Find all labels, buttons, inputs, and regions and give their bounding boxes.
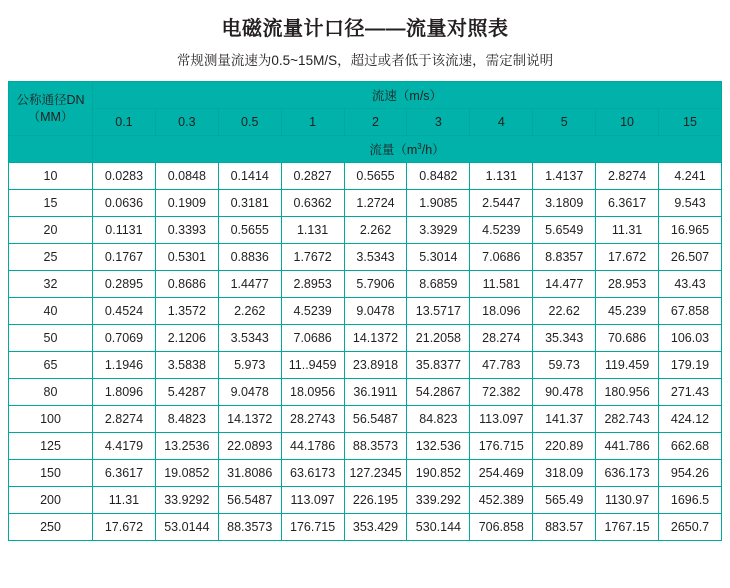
cell-flow: 47.783 (470, 352, 533, 379)
cell-flow: 3.5343 (344, 244, 407, 271)
cell-flow: 0.0848 (155, 163, 218, 190)
cell-dn: 15 (9, 190, 93, 217)
cell-flow: 0.5655 (344, 163, 407, 190)
header-flow (93, 136, 722, 163)
cell-flow: 0.6362 (281, 190, 344, 217)
cell-flow: 119.459 (596, 352, 659, 379)
header-velocity-1: 0.3 (155, 109, 218, 136)
cell-flow: 662.68 (659, 433, 722, 460)
table-row (9, 352, 722, 379)
header-dn-line1: 公称通径DN (16, 92, 85, 107)
cell-flow: 7.0686 (470, 244, 533, 271)
cell-flow: 1130.97 (596, 487, 659, 514)
cell-flow: 88.3573 (344, 433, 407, 460)
table-row (9, 325, 722, 352)
cell-flow: 0.1767 (93, 244, 156, 271)
flow-comparison-table (8, 81, 722, 541)
cell-flow: 339.292 (407, 487, 470, 514)
cell-flow: 1.2724 (344, 190, 407, 217)
cell-dn: 100 (9, 406, 93, 433)
cell-flow: 132.536 (407, 433, 470, 460)
cell-flow: 254.469 (470, 460, 533, 487)
table-row (9, 487, 722, 514)
cell-flow: 441.786 (596, 433, 659, 460)
header-dn-corner (9, 82, 93, 136)
cell-flow: 1.9085 (407, 190, 470, 217)
cell-flow: 2.8274 (596, 163, 659, 190)
cell-dn: 200 (9, 487, 93, 514)
cell-flow: 0.1909 (155, 190, 218, 217)
cell-flow: 14.1372 (344, 325, 407, 352)
cell-flow: 4.241 (659, 163, 722, 190)
cell-dn: 10 (9, 163, 93, 190)
cell-flow: 176.715 (281, 514, 344, 541)
cell-flow: 9.543 (659, 190, 722, 217)
cell-flow: 226.195 (344, 487, 407, 514)
cell-flow: 0.8686 (155, 271, 218, 298)
cell-flow: 11.581 (470, 271, 533, 298)
cell-flow: 2.262 (344, 217, 407, 244)
cell-flow: 9.0478 (344, 298, 407, 325)
cell-flow: 636.173 (596, 460, 659, 487)
cell-flow: 5.4287 (155, 379, 218, 406)
cell-flow: 1.7672 (281, 244, 344, 271)
cell-flow: 28.274 (470, 325, 533, 352)
cell-flow: 31.8086 (218, 460, 281, 487)
header-flow-prefix: 流量（m (369, 143, 418, 157)
cell-flow: 5.973 (218, 352, 281, 379)
cell-flow: 4.5239 (281, 298, 344, 325)
cell-flow: 113.097 (470, 406, 533, 433)
cell-flow: 2.8274 (93, 406, 156, 433)
cell-flow: 36.1911 (344, 379, 407, 406)
cell-flow: 190.852 (407, 460, 470, 487)
cell-flow: 0.0636 (93, 190, 156, 217)
cell-flow: 0.3393 (155, 217, 218, 244)
cell-flow: 67.858 (659, 298, 722, 325)
cell-flow: 8.4823 (155, 406, 218, 433)
cell-flow: 2650.7 (659, 514, 722, 541)
cell-flow: 72.382 (470, 379, 533, 406)
cell-flow: 19.0852 (155, 460, 218, 487)
cell-flow: 0.4524 (93, 298, 156, 325)
cell-flow: 43.43 (659, 271, 722, 298)
page-subtitle: 常规测量流速为0.5~15M/S，超过或者低于该流速，需定制说明 (176, 53, 554, 68)
header-velocity-7: 5 (533, 109, 596, 136)
header-velocity-4: 2 (344, 109, 407, 136)
cell-dn: 20 (9, 217, 93, 244)
cell-flow: 13.2536 (155, 433, 218, 460)
cell-flow: 1.3572 (155, 298, 218, 325)
cell-flow: 318.09 (533, 460, 596, 487)
cell-flow: 18.0956 (281, 379, 344, 406)
cell-flow: 9.0478 (218, 379, 281, 406)
cell-dn: 40 (9, 298, 93, 325)
cell-flow: 353.429 (344, 514, 407, 541)
cell-flow: 45.239 (596, 298, 659, 325)
cell-flow: 113.097 (281, 487, 344, 514)
table-row (9, 190, 722, 217)
cell-flow: 0.1414 (218, 163, 281, 190)
header-flow-blank (9, 136, 93, 163)
cell-flow: 180.956 (596, 379, 659, 406)
cell-flow: 127.2345 (344, 460, 407, 487)
cell-flow: 11.31 (596, 217, 659, 244)
cell-flow: 4.4179 (93, 433, 156, 460)
cell-dn: 65 (9, 352, 93, 379)
table-header-row-1 (9, 82, 722, 109)
table-row (9, 379, 722, 406)
cell-flow: 1.4477 (218, 271, 281, 298)
header-velocity-0: 0.1 (93, 109, 156, 136)
header-velocity-5: 3 (407, 109, 470, 136)
table-row (9, 298, 722, 325)
cell-flow: 954.26 (659, 460, 722, 487)
table-row (9, 514, 722, 541)
cell-flow: 3.1809 (533, 190, 596, 217)
cell-flow: 282.743 (596, 406, 659, 433)
cell-flow: 28.2743 (281, 406, 344, 433)
cell-flow: 565.49 (533, 487, 596, 514)
cell-flow: 0.5655 (218, 217, 281, 244)
cell-flow: 84.823 (407, 406, 470, 433)
table-header-row-2 (9, 109, 722, 136)
cell-flow: 7.0686 (281, 325, 344, 352)
header-velocity-2: 0.5 (218, 109, 281, 136)
cell-flow: 6.3617 (596, 190, 659, 217)
cell-flow: 1767.15 (596, 514, 659, 541)
cell-flow: 141.37 (533, 406, 596, 433)
cell-flow: 0.8482 (407, 163, 470, 190)
cell-flow: 35.343 (533, 325, 596, 352)
cell-flow: 8.6859 (407, 271, 470, 298)
header-velocity-8: 10 (596, 109, 659, 136)
cell-flow: 0.2895 (93, 271, 156, 298)
header-dn-line2: （MM） (27, 109, 74, 124)
cell-flow: 0.7069 (93, 325, 156, 352)
cell-flow: 5.6549 (533, 217, 596, 244)
cell-flow: 0.3181 (218, 190, 281, 217)
cell-flow: 1.131 (470, 163, 533, 190)
cell-flow: 1696.5 (659, 487, 722, 514)
cell-flow: 22.62 (533, 298, 596, 325)
cell-flow: 0.8836 (218, 244, 281, 271)
table-row (9, 271, 722, 298)
cell-flow: 88.3573 (218, 514, 281, 541)
cell-flow: 1.1946 (93, 352, 156, 379)
cell-flow: 90.478 (533, 379, 596, 406)
cell-flow: 5.7906 (344, 271, 407, 298)
cell-flow: 2.8953 (281, 271, 344, 298)
cell-flow: 35.8377 (407, 352, 470, 379)
header-flow-sup: 3 (417, 141, 422, 151)
cell-flow: 13.5717 (407, 298, 470, 325)
cell-flow: 59.73 (533, 352, 596, 379)
table-row (9, 433, 722, 460)
cell-dn: 250 (9, 514, 93, 541)
cell-flow: 17.672 (596, 244, 659, 271)
cell-flow: 23.8918 (344, 352, 407, 379)
cell-flow: 706.858 (470, 514, 533, 541)
page-title: 电磁流量计口径——流量对照表 (221, 18, 509, 40)
cell-flow: 1.8096 (93, 379, 156, 406)
cell-flow: 424.12 (659, 406, 722, 433)
table-row (9, 217, 722, 244)
cell-flow: 1.4137 (533, 163, 596, 190)
cell-dn: 80 (9, 379, 93, 406)
cell-flow: 883.57 (533, 514, 596, 541)
cell-flow: 2.1206 (155, 325, 218, 352)
cell-flow: 6.3617 (93, 460, 156, 487)
cell-flow: 271.43 (659, 379, 722, 406)
cell-flow: 14.477 (533, 271, 596, 298)
cell-dn: 125 (9, 433, 93, 460)
cell-flow: 452.389 (470, 487, 533, 514)
cell-flow: 22.0893 (218, 433, 281, 460)
cell-flow: 11..9459 (281, 352, 344, 379)
cell-flow: 26.507 (659, 244, 722, 271)
cell-flow: 56.5487 (344, 406, 407, 433)
cell-flow: 14.1372 (218, 406, 281, 433)
cell-flow: 5.3014 (407, 244, 470, 271)
cell-flow: 0.5301 (155, 244, 218, 271)
cell-flow: 179.19 (659, 352, 722, 379)
cell-flow: 44.1786 (281, 433, 344, 460)
cell-flow: 4.5239 (470, 217, 533, 244)
table-header-row-3 (9, 136, 722, 163)
cell-flow: 33.9292 (155, 487, 218, 514)
header-velocity-9: 15 (659, 109, 722, 136)
header-velocity-6: 4 (470, 109, 533, 136)
cell-flow: 176.715 (470, 433, 533, 460)
cell-flow: 17.672 (93, 514, 156, 541)
header-flow-suffix: /h） (421, 143, 445, 157)
cell-flow: 2.5447 (470, 190, 533, 217)
cell-flow: 56.5487 (218, 487, 281, 514)
table-row (9, 163, 722, 190)
cell-flow: 3.5343 (218, 325, 281, 352)
cell-flow: 220.89 (533, 433, 596, 460)
cell-flow: 0.0283 (93, 163, 156, 190)
cell-flow: 16.965 (659, 217, 722, 244)
header-velocity: 流速（m/s） (93, 82, 722, 109)
cell-flow: 11.31 (93, 487, 156, 514)
table-row (9, 244, 722, 271)
cell-flow: 3.5838 (155, 352, 218, 379)
cell-flow: 530.144 (407, 514, 470, 541)
cell-flow: 0.1131 (93, 217, 156, 244)
cell-flow: 21.2058 (407, 325, 470, 352)
cell-dn: 150 (9, 460, 93, 487)
cell-flow: 2.262 (218, 298, 281, 325)
cell-flow: 70.686 (596, 325, 659, 352)
table-row (9, 406, 722, 433)
cell-dn: 50 (9, 325, 93, 352)
cell-flow: 18.096 (470, 298, 533, 325)
cell-dn: 25 (9, 244, 93, 271)
cell-flow: 0.2827 (281, 163, 344, 190)
header-velocity-3: 1 (281, 109, 344, 136)
cell-flow: 53.0144 (155, 514, 218, 541)
cell-flow: 28.953 (596, 271, 659, 298)
cell-flow: 1.131 (281, 217, 344, 244)
cell-flow: 3.3929 (407, 217, 470, 244)
cell-flow: 63.6173 (281, 460, 344, 487)
cell-flow: 106.03 (659, 325, 722, 352)
cell-flow: 54.2867 (407, 379, 470, 406)
cell-dn: 32 (9, 271, 93, 298)
cell-flow: 8.8357 (533, 244, 596, 271)
table-row (9, 460, 722, 487)
